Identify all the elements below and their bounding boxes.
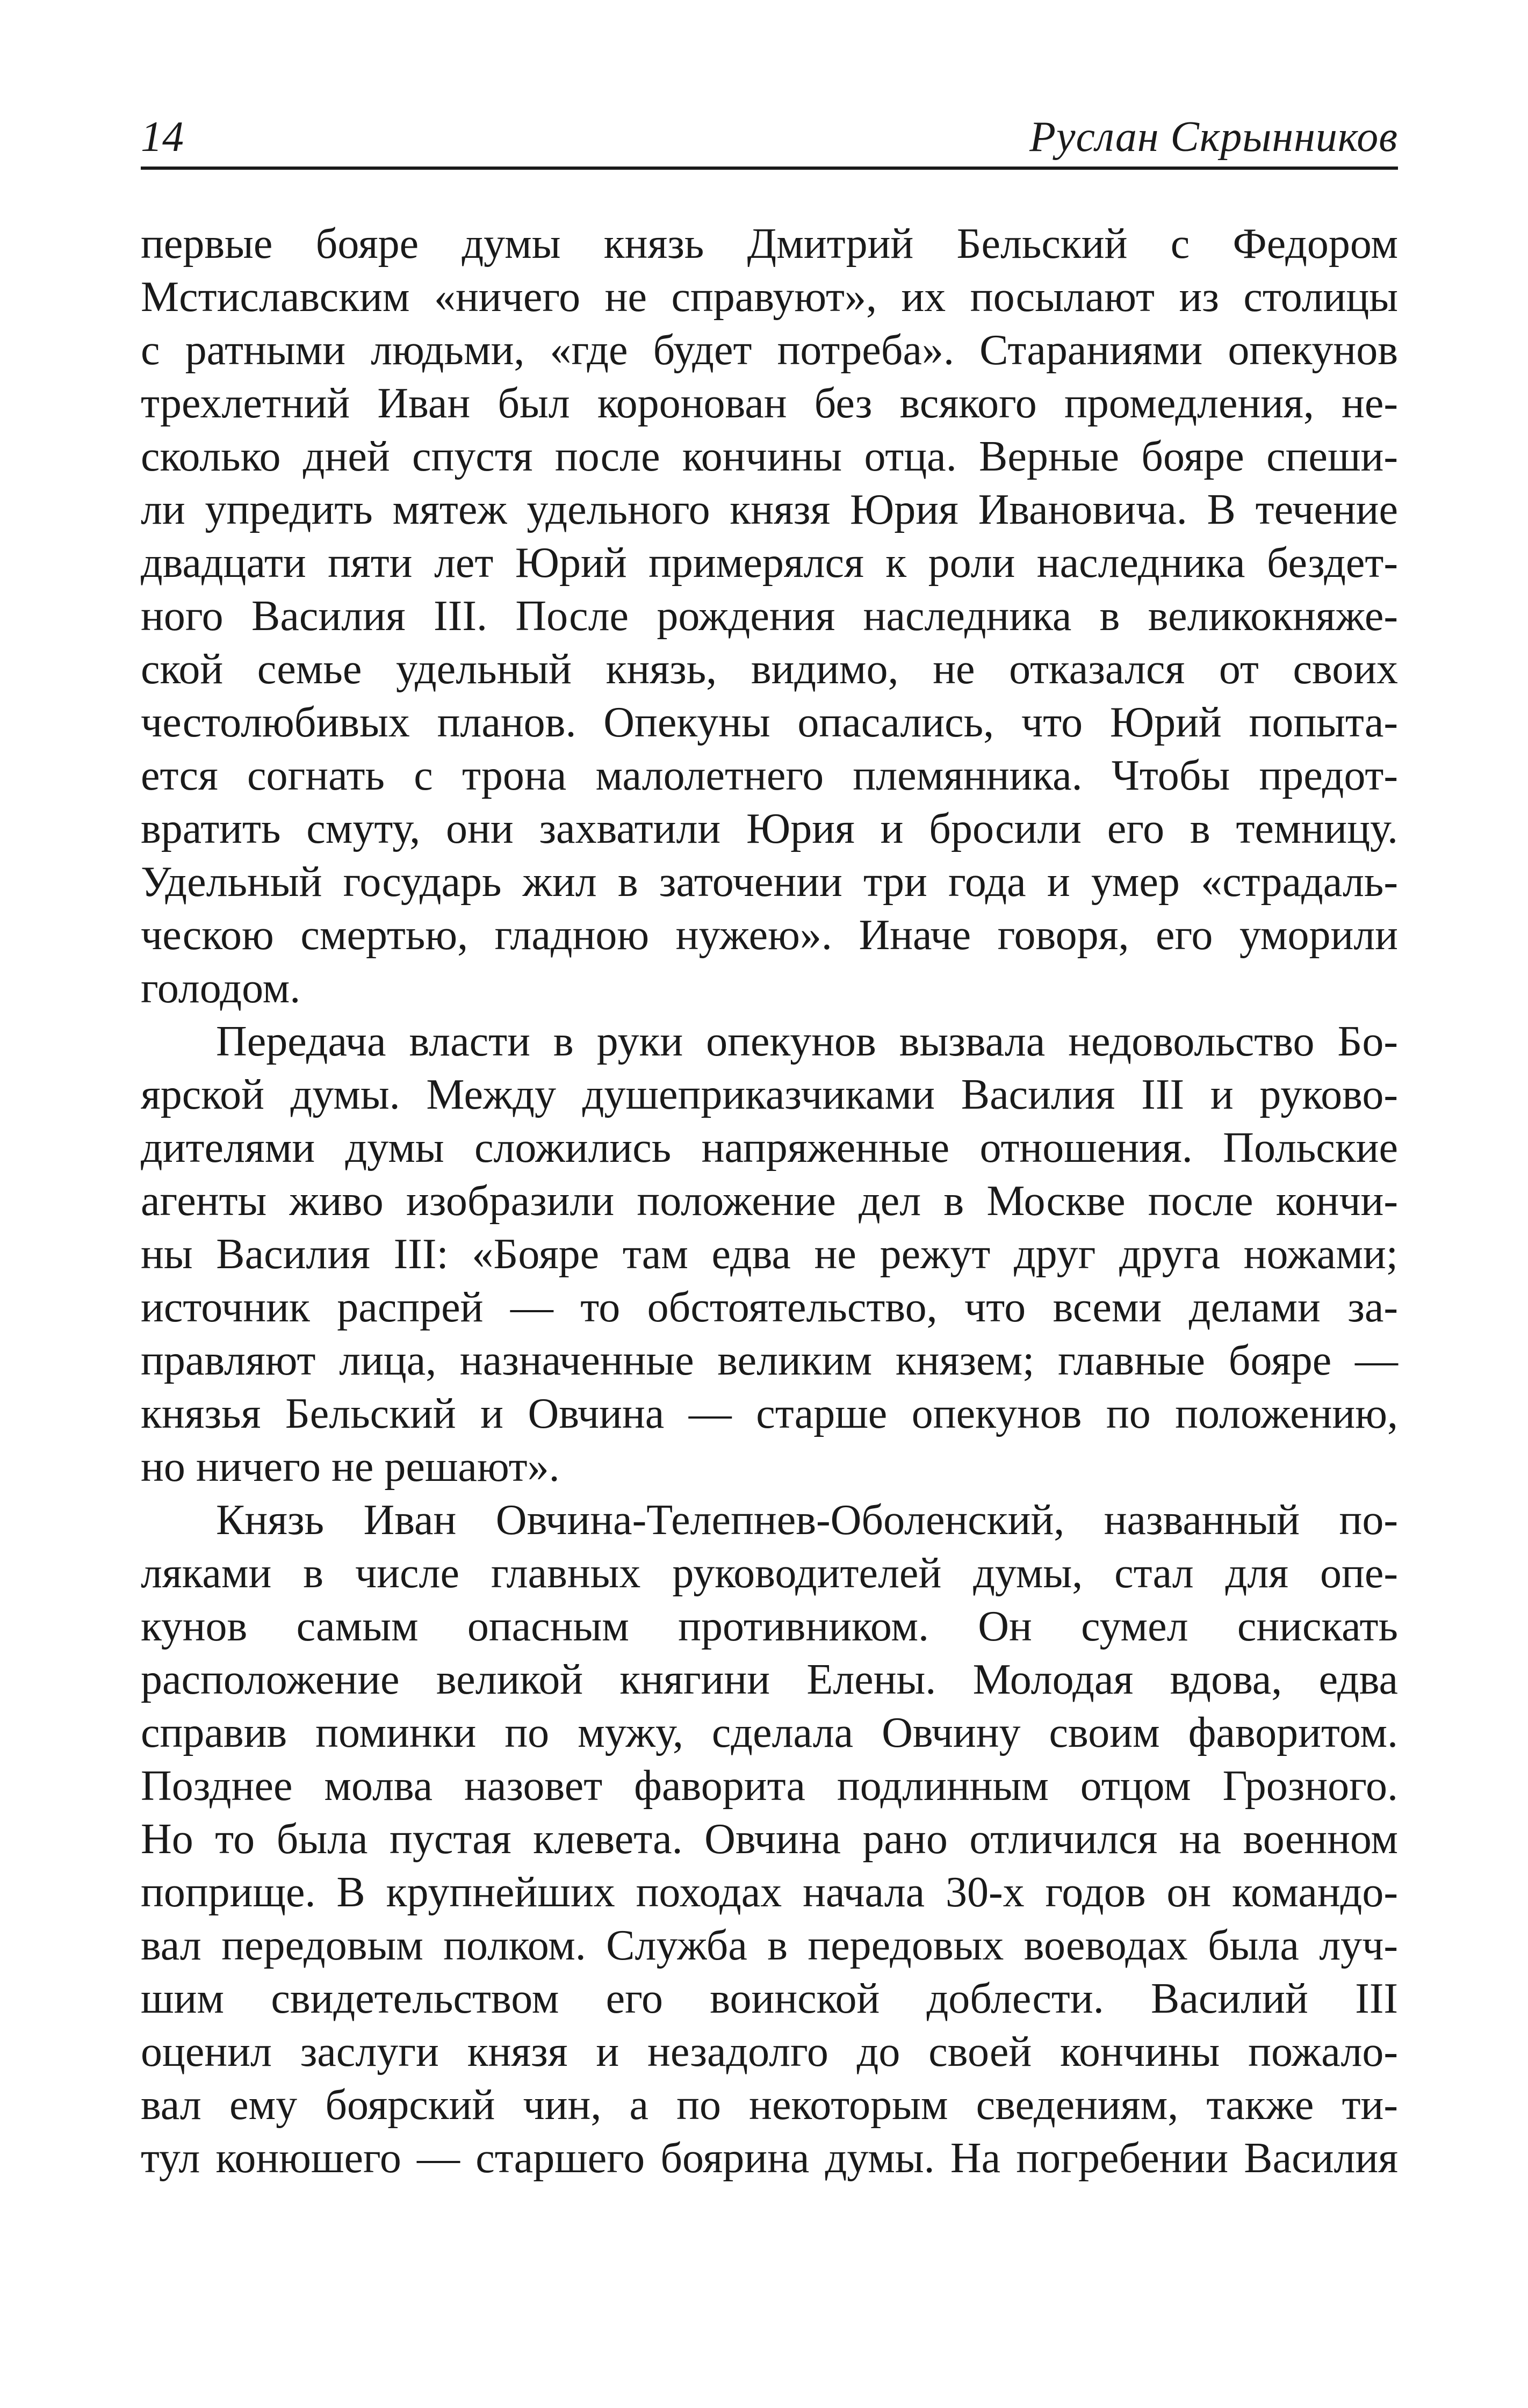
text-line: поприще. В крупнейших походах начала 30-х годов он командо- [141, 1869, 1398, 1916]
running-head: Руслан Скрынников [1029, 113, 1398, 161]
text-line: справив поминки по мужу, сделала Овчину своим фаворитом. [141, 1709, 1398, 1756]
text-line: честолюбивых планов. Опекуны опасались, что Юрий попыта- [141, 699, 1398, 746]
text-line: ляками в числе главных руководителей думы, стал для опе- [141, 1550, 1398, 1597]
text-line: вал ему боярский чин, а по некоторым сведениям, также ти- [141, 2081, 1398, 2129]
text-line: но ничего не решают». [141, 1443, 560, 1491]
text-line: Но то была пустая клевета. Овчина рано отличился на военном [141, 1816, 1398, 1863]
text-line: вал передовым полком. Служба в передовых воеводах была луч- [141, 1922, 1398, 1969]
page-header [141, 105, 1398, 169]
text-line: тул конюшего — старшего боярина думы. На погребении Василия [141, 2135, 1398, 2182]
text-line: Удельный государь жил в заточении три года и умер «страдаль- [141, 858, 1398, 906]
text-line: вратить смуту, они захватили Юрия и бросили его в темницу. [141, 805, 1398, 852]
text-line: кунов самым опасным противником. Он сумел снискать [141, 1603, 1398, 1650]
body-text [141, 218, 1398, 2185]
text-line: князья Бельский и Овчина — старше опекунов по положению, [141, 1390, 1398, 1437]
paragraph-2 [141, 1015, 1398, 1494]
text-line: двадцати пяти лет Юрий примерялся к роли наследника бездет- [141, 539, 1398, 587]
header-rule [141, 167, 1398, 170]
text-line: ного Василия III. После рождения наследника в великокняже- [141, 592, 1398, 640]
text-line: голодом. [141, 965, 301, 1012]
text-line: Позднее молва назовет фаворита подлинным отцом Грозного. [141, 1762, 1398, 1810]
text-line: трехлетний Иван был коронован без всякого промедления, не- [141, 380, 1398, 427]
text-line: правляют лица, назначенные великим князем; главные бояре — [141, 1337, 1398, 1384]
text-line: шим свидетельством его воинской доблести. Василий III [141, 1975, 1398, 2022]
text-line: ческою смертью, гладною нужею». Иначе говоря, его уморили [141, 912, 1398, 959]
text-line: ется согнать с трона малолетнего племянника. Чтобы предот- [141, 752, 1398, 799]
text-line: источник распрей — то обстоятельство, что всеми делами за- [141, 1284, 1398, 1331]
paragraph-1 [141, 218, 1398, 1015]
text-line: Передача власти в руки опекунов вызвала недовольство Бо- [216, 1018, 1398, 1065]
paragraph-3 [141, 1494, 1398, 2185]
text-line: ны Василия III: «Бояре там едва не режут друг друга ножами; [141, 1231, 1398, 1278]
text-line: с ратными людьми, «где будет потреба». Стараниями опекунов [141, 327, 1398, 374]
text-line: Мстиславским «ничего не справуют», их посылают из столицы [141, 273, 1398, 321]
text-line: расположение великой княгини Елены. Молодая вдова, едва [141, 1656, 1398, 1703]
text-line: агенты живо изобразили положение дел в Москве после кончи- [141, 1177, 1398, 1225]
text-line: ской семье удельный князь, видимо, не отказался от своих [141, 646, 1398, 693]
text-line: сколько дней спустя после кончины отца. Верные бояре спеши- [141, 433, 1398, 480]
page-number: 14 [141, 113, 184, 161]
text-line: ярской думы. Между душеприказчиками Василия III и руково- [141, 1071, 1398, 1118]
text-line: дителями думы сложились напряженные отношения. Польские [141, 1124, 1398, 1172]
text-line: оценил заслуги князя и незадолго до своей кончины пожало- [141, 2028, 1398, 2076]
text-line: первые бояре думы князь Дмитрий Бельский с Федором [141, 220, 1398, 267]
text-line: ли упредить мятеж удельного князя Юрия Ивановича. В течение [141, 486, 1398, 533]
text-line: Князь Иван Овчина-Телепнев-Оболенский, названный по- [216, 1496, 1398, 1544]
